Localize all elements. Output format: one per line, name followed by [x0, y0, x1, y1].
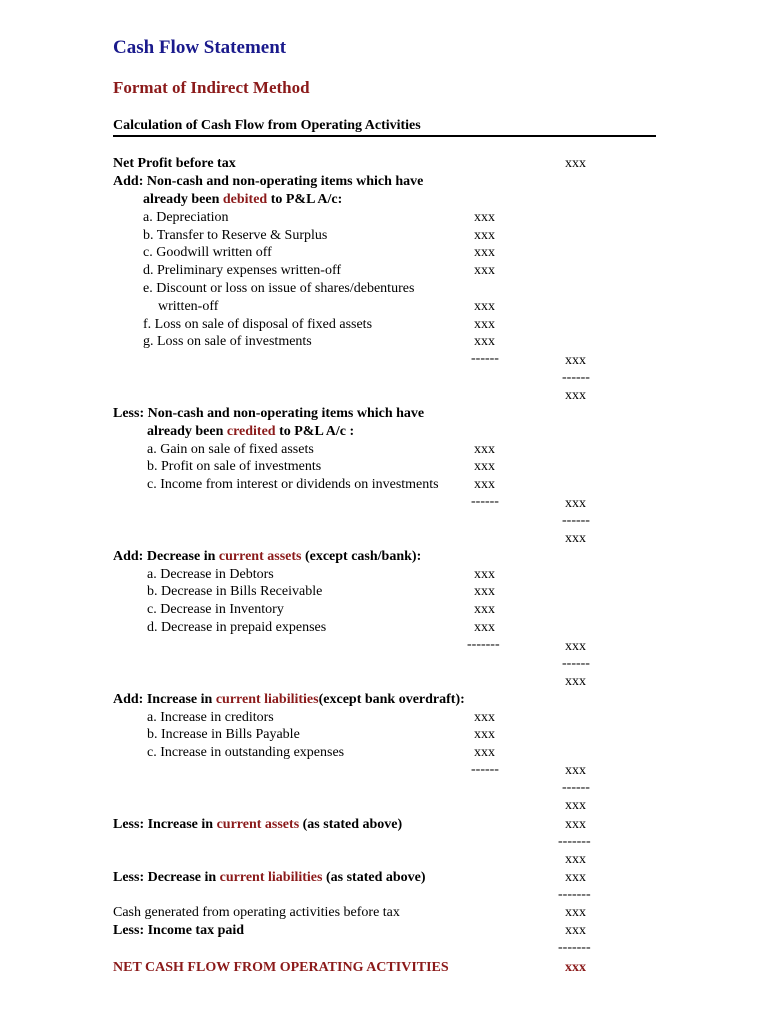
- amount-cell: xxx: [565, 388, 586, 403]
- amount-cell: xxx: [474, 210, 495, 225]
- list-item: a. Increase in creditors: [147, 710, 274, 725]
- total-rule: -------: [558, 834, 591, 849]
- less-tax-label: Less: Income tax paid: [113, 923, 245, 938]
- amount-cell: xxx: [565, 763, 586, 778]
- amount-cell: xxx: [565, 798, 586, 813]
- already-been: already been: [147, 424, 227, 439]
- less-noncash-subheading: [147, 423, 354, 440]
- section-heading: Calculation of Cash Flow from Operating Activities: [113, 118, 421, 133]
- list-item: c. Goodwill written off: [143, 245, 272, 260]
- amount-cell: xxx: [565, 156, 586, 171]
- amount-cell: xxx: [565, 496, 586, 511]
- amount-cell: xxx: [565, 852, 586, 867]
- debited-term: debited: [222, 192, 268, 207]
- total-rule: -------: [558, 887, 591, 902]
- amount-cell: xxx: [474, 727, 495, 742]
- already-been: already been: [143, 192, 223, 207]
- list-item: b. Decrease in Bills Receivable: [147, 584, 323, 599]
- cash-generated-label: Cash generated from operating activities before tax: [113, 905, 400, 920]
- amount-cell: xxx: [565, 923, 586, 938]
- list-item: c. Increase in outstanding expenses: [147, 745, 345, 760]
- amount-cell: xxx: [474, 745, 495, 760]
- add-decrease-ca-heading: [113, 548, 421, 565]
- page-title: Cash Flow Statement: [113, 37, 287, 58]
- amount-cell: xxx: [474, 317, 495, 332]
- add-lead: Add: [113, 174, 139, 189]
- current-assets-term: current assets: [218, 549, 302, 564]
- total-rule: ------: [562, 656, 590, 671]
- subtotal-rule: -------: [467, 637, 500, 652]
- list-item: b. Increase in Bills Payable: [147, 727, 300, 742]
- amount-cell: xxx: [474, 442, 495, 457]
- list-item: c. Decrease in Inventory: [147, 602, 284, 617]
- heading-pre: Less: Increase in: [113, 817, 217, 832]
- list-item: d. Preliminary expenses written-off: [143, 263, 342, 278]
- heading-post: (except bank overdraft):: [318, 692, 465, 707]
- heading-post: (except cash/bank):: [301, 549, 422, 564]
- current-liabilities-term: current liabilities: [215, 692, 319, 707]
- less-decrease-cl-heading: [113, 869, 426, 886]
- total-rule: ------: [562, 513, 590, 528]
- current-assets-term: current assets: [216, 817, 300, 832]
- total-rule: ------: [562, 370, 590, 385]
- amount-cell: xxx: [474, 459, 495, 474]
- to-pl: to P&L A/c:: [267, 192, 343, 207]
- total-rule: -------: [558, 940, 591, 955]
- amount-cell: xxx: [474, 263, 495, 278]
- add-noncash-heading: [113, 173, 423, 190]
- net-profit-label: Net Profit before tax: [113, 156, 236, 171]
- add-noncash-subheading: [143, 191, 342, 208]
- amount-cell: xxx: [474, 334, 495, 349]
- list-item: d. Decrease in prepaid expenses: [147, 620, 327, 635]
- list-item: g. Loss on sale of investments: [143, 334, 312, 349]
- amount-cell: xxx: [474, 477, 495, 492]
- credited-term: credited: [226, 424, 276, 439]
- amount-cell: xxx: [474, 584, 495, 599]
- amount-cell: xxx: [565, 639, 586, 654]
- heading-pre: Add: Increase in: [113, 692, 216, 707]
- list-item: a. Decrease in Debtors: [147, 567, 274, 582]
- heading-post: (as stated above): [322, 870, 426, 885]
- amount-cell: xxx: [474, 245, 495, 260]
- less-noncash-heading: Less: Non-cash and non-operating items which have: [113, 406, 425, 421]
- to-pl: to P&L A/c :: [275, 424, 355, 439]
- list-item: c. Income from interest or dividends on investments: [147, 477, 439, 492]
- current-liabilities-term: current liabilities: [219, 870, 323, 885]
- list-item: a. Depreciation: [143, 210, 229, 225]
- net-cash-flow-amount: xxx: [565, 960, 586, 975]
- subtotal-rule: ------: [471, 351, 499, 366]
- add-increase-cl-heading: [113, 691, 465, 708]
- less-increase-ca-heading: [113, 816, 402, 833]
- amount-cell: xxx: [474, 710, 495, 725]
- amount-cell: xxx: [474, 567, 495, 582]
- amount-cell: xxx: [565, 531, 586, 546]
- list-item: b. Transfer to Reserve & Surplus: [143, 228, 328, 243]
- subtotal-rule: ------: [471, 762, 499, 777]
- total-rule: ------: [562, 780, 590, 795]
- subtotal-rule: ------: [471, 494, 499, 509]
- amount-cell: xxx: [565, 817, 586, 832]
- page-subtitle: Format of Indirect Method: [113, 78, 310, 97]
- list-item: f. Loss on sale of disposal of fixed assets: [143, 317, 373, 332]
- heading-post: (as stated above): [299, 817, 403, 832]
- heading-pre: Add: Decrease in: [113, 549, 219, 564]
- amount-cell: xxx: [565, 905, 586, 920]
- list-item: e. Discount or loss on issue of shares/debentures: [143, 281, 415, 296]
- heading-pre: Less: Decrease in: [113, 870, 220, 885]
- heading-rule: [113, 135, 656, 137]
- net-cash-flow-label: NET CASH FLOW FROM OPERATING ACTIVITIES: [113, 960, 449, 975]
- amount-cell: xxx: [565, 674, 586, 689]
- amount-cell: xxx: [474, 602, 495, 617]
- amount-cell: xxx: [474, 620, 495, 635]
- list-item: a. Gain on sale of fixed assets: [147, 442, 314, 457]
- amount-cell: xxx: [565, 870, 586, 885]
- list-item: b. Profit on sale of investments: [147, 459, 322, 474]
- add-noncash-text: : Non-cash and non-operating items which have: [138, 174, 424, 189]
- amount-cell: xxx: [474, 228, 495, 243]
- list-item: written-off: [158, 299, 219, 314]
- amount-cell: xxx: [474, 299, 495, 314]
- amount-cell: xxx: [565, 353, 586, 368]
